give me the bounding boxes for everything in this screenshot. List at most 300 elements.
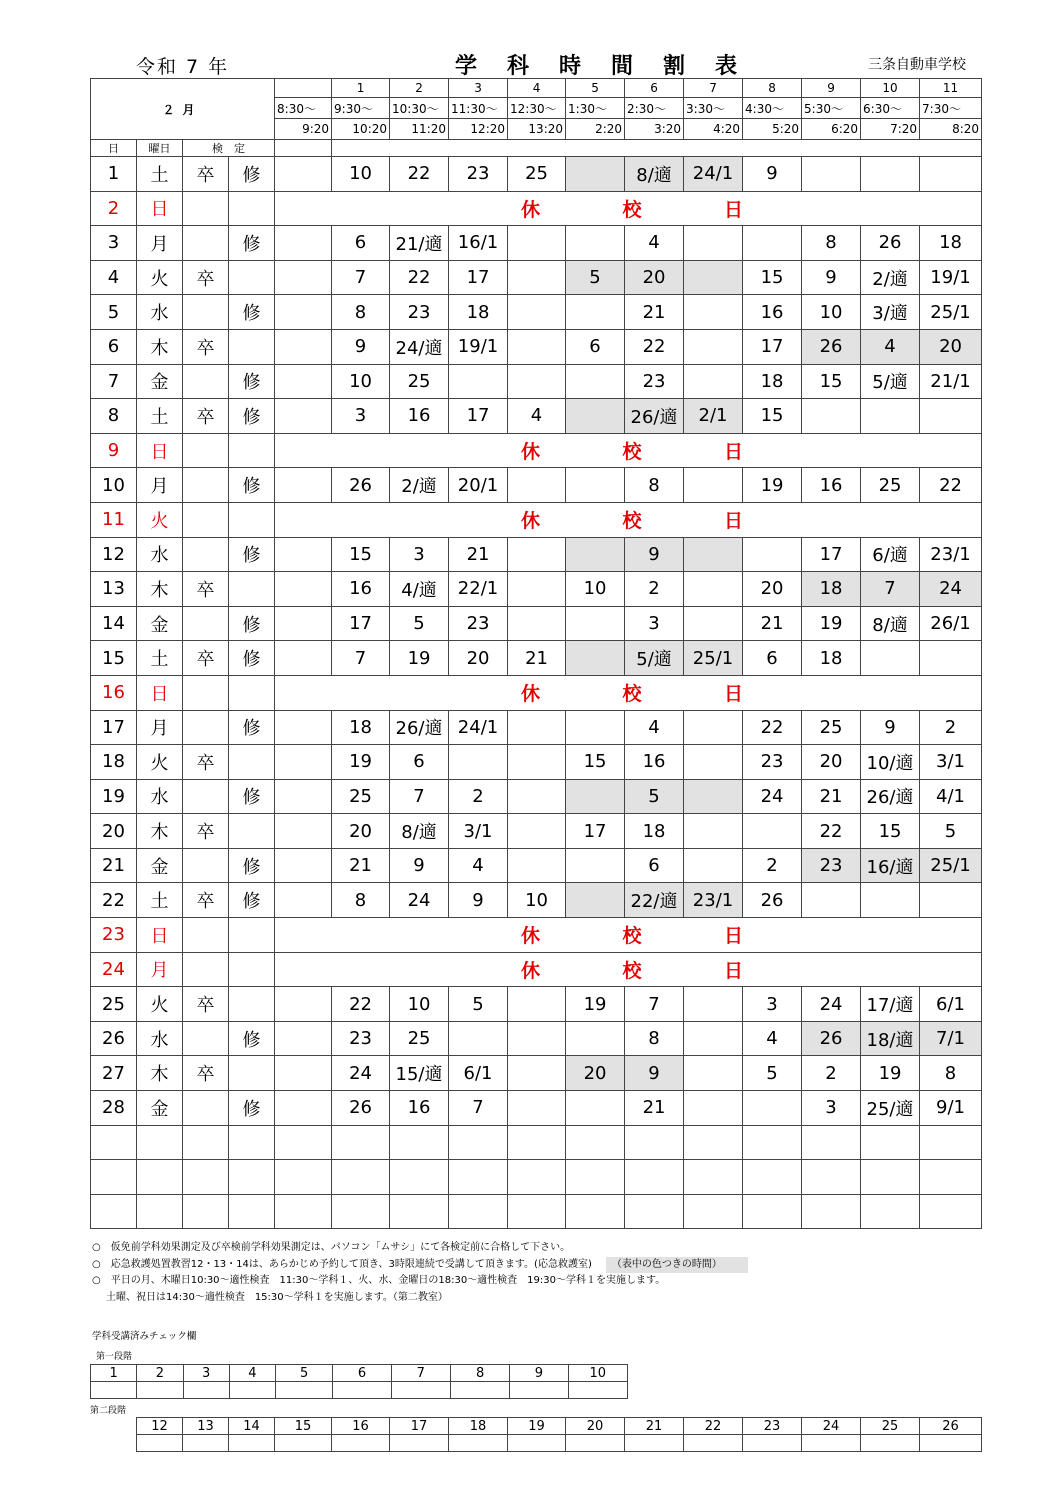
class-cell: 4 [861,329,920,364]
exam-sotsu [183,918,229,953]
class-cell: 25 [508,157,566,192]
day-number: 6 [91,329,137,364]
class-cell: 23 [449,606,508,641]
class-cell [684,1091,743,1126]
class-cell [508,848,566,883]
class-cell: 23 [743,745,802,780]
page-title: 学科時間割表 [455,54,768,79]
exam-shu [229,433,275,468]
checklist-box[interactable] [229,1435,275,1452]
checklist-number: 15 [275,1418,332,1435]
class-cell [684,329,743,364]
day-number: 8 [91,399,137,434]
exam-shu: 修 [229,295,275,330]
class-cell: 9 [625,1056,684,1091]
checklist-number: 18 [449,1418,508,1435]
day-number: 25 [91,987,137,1022]
period-number: 1 [332,79,390,98]
class-cell [275,399,332,434]
class-cell: 26/適 [625,399,684,434]
class-cell: 4 [449,848,508,883]
exam-sotsu: 卒 [183,883,229,918]
checklist-number-row [91,1365,628,1382]
table-row [91,329,982,364]
holiday-label [521,437,743,464]
class-cell: 16 [625,745,684,780]
class-cell: 22 [920,468,982,503]
period-number: 5 [566,79,625,98]
class-cell [275,1091,332,1126]
class-cell: 19 [332,745,390,780]
class-cell [684,710,743,745]
checklist-box[interactable] [391,1382,450,1399]
class-cell: 5 [449,987,508,1022]
class-cell [566,157,625,192]
day-number: 19 [91,779,137,814]
note-1: ○ 仮免前学科効果測定及び卒検前学科効果測定は、パソコン「ムサシ」にて各検定前に合格して下さい。 [92,1242,571,1253]
class-cell: 17 [332,606,390,641]
class-cell: 26 [861,226,920,261]
checklist-box[interactable] [333,1382,391,1399]
empty-cell [684,1160,743,1195]
class-cell [275,157,332,192]
day-number: 20 [91,814,137,849]
table-row [91,1021,982,1056]
class-cell [684,1021,743,1056]
class-cell: 10 [508,883,566,918]
period-end: 2:20 [566,119,625,140]
class-cell: 20/1 [449,468,508,503]
checklist-box[interactable] [183,1382,229,1399]
class-cell: 5 [566,260,625,295]
day-number: 18 [91,745,137,780]
table-row [91,952,982,987]
checklist-number: 4 [229,1365,275,1382]
exam-sotsu [183,952,229,987]
holiday-cell [275,433,982,468]
exam-sotsu: 卒 [183,329,229,364]
empty-cell [861,1160,920,1195]
period-end: 9:20 [275,119,332,140]
class-cell: 2 [743,848,802,883]
holiday-cell [275,191,982,226]
checklist-box[interactable] [229,1382,275,1399]
period-start: 2:30～ [625,98,684,119]
exam-shu [229,191,275,226]
class-cell [275,814,332,849]
class-cell: 18 [920,226,982,261]
class-cell [275,1021,332,1056]
class-cell [920,641,982,676]
class-cell: 25/適 [861,1091,920,1126]
period-start: 8:30～ [275,98,332,119]
class-cell: 9/1 [920,1091,982,1126]
weekday: 土 [137,883,183,918]
class-cell [684,779,743,814]
checklist-box[interactable] [91,1382,137,1399]
class-cell: 10 [390,987,449,1022]
exam-shu: 修 [229,157,275,192]
period-number: 11 [920,79,982,98]
checklist-title: 学科受講済みチェック欄 [92,1331,197,1342]
class-cell [508,987,566,1022]
class-cell [566,848,625,883]
empty-cell [137,1194,183,1229]
period-start: 12:30～ [508,98,566,119]
class-cell: 15 [566,745,625,780]
holiday-char: 休 [521,510,541,533]
checklist-box[interactable] [802,1435,861,1452]
holiday-cell [275,675,982,710]
class-cell: 21 [743,606,802,641]
class-cell [684,295,743,330]
class-cell [684,745,743,780]
period-number: 10 [861,79,920,98]
class-cell: 21/1 [920,364,982,399]
exam-shu: 修 [229,399,275,434]
day-number: 10 [91,468,137,503]
checklist-box[interactable] [508,1435,566,1452]
checklist-number: 22 [684,1418,743,1435]
checklist-box[interactable] [332,1435,390,1452]
weekday: 火 [137,502,183,537]
class-cell [861,157,920,192]
class-cell: 3 [332,399,390,434]
class-cell: 18 [802,572,861,607]
class-cell: 9 [625,537,684,572]
weekday: 木 [137,329,183,364]
class-cell [684,814,743,849]
checklist-box[interactable] [920,1435,982,1452]
class-cell [449,1021,508,1056]
class-cell: 20 [449,641,508,676]
period-number [275,79,332,98]
weekday: 木 [137,572,183,607]
weekday: 火 [137,745,183,780]
class-cell: 15 [743,260,802,295]
class-cell: 3 [625,606,684,641]
table-row [91,710,982,745]
class-cell: 24/1 [449,710,508,745]
class-cell: 22/1 [449,572,508,607]
holiday-label [521,679,743,706]
header-spacer [275,140,332,157]
empty-cell [566,1194,625,1229]
weekday: 日 [137,433,183,468]
holiday-char: 校 [622,441,642,464]
table-row [91,399,982,434]
class-cell: 18 [743,364,802,399]
checklist-box[interactable] [276,1382,333,1399]
exam-shu: 修 [229,848,275,883]
table-row [91,675,982,710]
empty-cell [332,1194,390,1229]
period-number-row [91,79,982,98]
empty-cell [920,1194,982,1229]
holiday-char: 校 [622,510,642,533]
checklist-number: 14 [229,1418,275,1435]
class-cell [684,848,743,883]
empty-cell [275,1125,332,1160]
note-3: ○ 平日の月、木曜日10:30～適性検査 11:30～学科１、火、水、金曜日の18:30～適性検査 19:30～学科１を実施します。 [92,1275,666,1286]
class-cell: 16 [332,572,390,607]
checklist-box[interactable] [861,1435,920,1452]
shaded-legend: （表中の色つきの時間） [606,1257,748,1274]
class-cell: 20 [743,572,802,607]
class-cell: 21 [625,1091,684,1126]
class-cell [920,399,982,434]
exam-shu: 修 [229,1021,275,1056]
checklist-box[interactable] [625,1435,684,1452]
checklist-box[interactable] [183,1435,229,1452]
class-cell: 21 [625,295,684,330]
day-number: 27 [91,1056,137,1091]
exam-sotsu [183,710,229,745]
checklist-box[interactable] [275,1435,332,1452]
weekday: 金 [137,364,183,399]
class-cell [275,848,332,883]
exam-sotsu [183,364,229,399]
exam-header: 検 定 [183,140,275,157]
empty-cell [802,1194,861,1229]
class-cell: 7 [625,987,684,1022]
period-end: 13:20 [508,119,566,140]
weekday: 月 [137,710,183,745]
table-row [91,848,982,883]
class-cell: 2 [625,572,684,607]
class-cell: 2/適 [390,468,449,503]
class-cell: 21 [802,779,861,814]
class-cell [508,364,566,399]
exam-sotsu [183,295,229,330]
class-cell [566,295,625,330]
holiday-char: 日 [723,198,743,221]
table-row [91,987,982,1022]
empty-cell [449,1125,508,1160]
class-cell: 16 [743,295,802,330]
weekday: 火 [137,987,183,1022]
class-cell: 5 [625,779,684,814]
class-cell: 25 [861,468,920,503]
class-cell [802,399,861,434]
class-cell [275,883,332,918]
class-cell: 9 [332,329,390,364]
exam-shu: 修 [229,364,275,399]
class-cell: 25 [390,364,449,399]
day-number: 1 [91,157,137,192]
checklist-number: 1 [91,1365,137,1382]
class-cell [508,468,566,503]
class-cell: 9 [449,883,508,918]
checklist-box-row [137,1435,982,1452]
class-cell [566,226,625,261]
class-cell: 16 [802,468,861,503]
exam-sotsu [183,779,229,814]
table-row [91,606,982,641]
day-number: 17 [91,710,137,745]
class-cell [566,1021,625,1056]
class-cell: 23 [390,295,449,330]
class-cell [508,745,566,780]
class-cell: 17/適 [861,987,920,1022]
class-cell: 10 [332,364,390,399]
class-cell: 23 [449,157,508,192]
school-name: 三条自動車学校 [868,57,966,73]
class-cell: 5/適 [625,641,684,676]
exam-sotsu: 卒 [183,745,229,780]
holiday-char: 校 [622,198,642,221]
class-cell [566,641,625,676]
exam-shu: 修 [229,468,275,503]
checklist-box[interactable] [684,1435,743,1452]
class-cell [508,1056,566,1091]
class-cell: 4/適 [390,572,449,607]
stage1-checklist [90,1364,628,1399]
weekday: 水 [137,779,183,814]
table-row [91,641,982,676]
holiday-char: 日 [723,441,743,464]
class-cell: 21 [449,537,508,572]
class-cell: 24 [920,572,982,607]
period-start: 5:30～ [802,98,861,119]
checklist-box[interactable] [450,1382,509,1399]
class-cell: 18/適 [861,1021,920,1056]
class-cell [743,814,802,849]
checklist-box[interactable] [137,1435,183,1452]
class-cell: 24/1 [684,157,743,192]
class-cell: 10 [566,572,625,607]
table-row [91,745,982,780]
class-cell: 8 [332,883,390,918]
class-cell: 7/1 [920,1021,982,1056]
class-cell: 3 [390,537,449,572]
checklist-box[interactable] [449,1435,508,1452]
checklist-box[interactable] [510,1382,568,1399]
holiday-label [521,506,743,533]
period-end: 3:20 [625,119,684,140]
class-cell: 20 [625,260,684,295]
class-cell [743,1091,802,1126]
exam-sotsu: 卒 [183,1056,229,1091]
table-row [91,1056,982,1091]
exam-shu [229,260,275,295]
class-cell: 7 [449,1091,508,1126]
empty-cell [449,1160,508,1195]
weekday: 水 [137,537,183,572]
class-cell [508,572,566,607]
empty-cell [920,1160,982,1195]
period-start: 6:30～ [861,98,920,119]
class-cell: 4/1 [920,779,982,814]
period-start: 7:30～ [920,98,982,119]
class-cell: 10/適 [861,745,920,780]
period-end: 6:20 [802,119,861,140]
class-cell: 22 [390,157,449,192]
empty-cell [861,1125,920,1160]
class-cell: 16/1 [449,226,508,261]
class-cell: 17 [449,260,508,295]
class-cell: 26 [332,1091,390,1126]
class-cell: 4 [625,710,684,745]
class-cell: 21/適 [390,226,449,261]
class-cell [566,468,625,503]
period-end: 7:20 [861,119,920,140]
empty-cell [684,1194,743,1229]
class-cell [684,468,743,503]
table-row [91,468,982,503]
month-label: ２月 [91,79,275,140]
exam-sotsu [183,606,229,641]
weekday: 火 [137,260,183,295]
day-number: 28 [91,1091,137,1126]
stage2-checklist [136,1417,982,1452]
empty-cell [137,1125,183,1160]
class-cell: 6/適 [861,537,920,572]
class-cell [275,329,332,364]
class-cell: 16 [390,1091,449,1126]
note-2-text: ○ 応急救護処置教習12・13・14は、あらかじめ予約して頂き、3時限連続で受講して頂きます。(応急救護室) [92,1258,592,1270]
table-row [91,883,982,918]
checklist-number: 16 [332,1418,390,1435]
class-cell [684,572,743,607]
class-cell: 25 [332,779,390,814]
exam-sotsu [183,537,229,572]
checklist-box-row [91,1382,628,1399]
day-header: 日 [91,140,137,157]
checklist-number: 24 [802,1418,861,1435]
table-row [91,918,982,953]
class-cell: 20 [802,745,861,780]
exam-sotsu [183,226,229,261]
table-row [91,502,982,537]
exam-shu [229,814,275,849]
class-cell [802,883,861,918]
period-start: 1:30～ [566,98,625,119]
empty-cell [743,1125,802,1160]
checklist-box[interactable] [390,1435,449,1452]
table-row [91,226,982,261]
day-number: 23 [91,918,137,953]
class-cell [920,883,982,918]
class-cell: 3 [802,1091,861,1126]
class-cell: 6 [743,641,802,676]
checklist-box[interactable] [743,1435,802,1452]
holiday-char: 校 [622,959,642,982]
exam-shu: 修 [229,1091,275,1126]
empty-cell [920,1125,982,1160]
class-cell: 24 [332,1056,390,1091]
period-number: 7 [684,79,743,98]
exam-shu [229,329,275,364]
class-cell: 2 [449,779,508,814]
weekday: 土 [137,641,183,676]
class-cell: 18 [802,641,861,676]
exam-sotsu: 卒 [183,987,229,1022]
weekday: 土 [137,157,183,192]
checklist-box[interactable] [566,1435,625,1452]
checklist-box[interactable] [137,1382,183,1399]
class-cell: 2/適 [861,260,920,295]
class-cell [566,606,625,641]
day-number: 2 [91,191,137,226]
holiday-char: 休 [521,959,541,982]
checklist-box[interactable] [568,1382,627,1399]
class-cell [684,537,743,572]
exam-shu: 修 [229,606,275,641]
period-start: 3:30～ [684,98,743,119]
class-cell: 5/適 [861,364,920,399]
exam-shu: 修 [229,883,275,918]
